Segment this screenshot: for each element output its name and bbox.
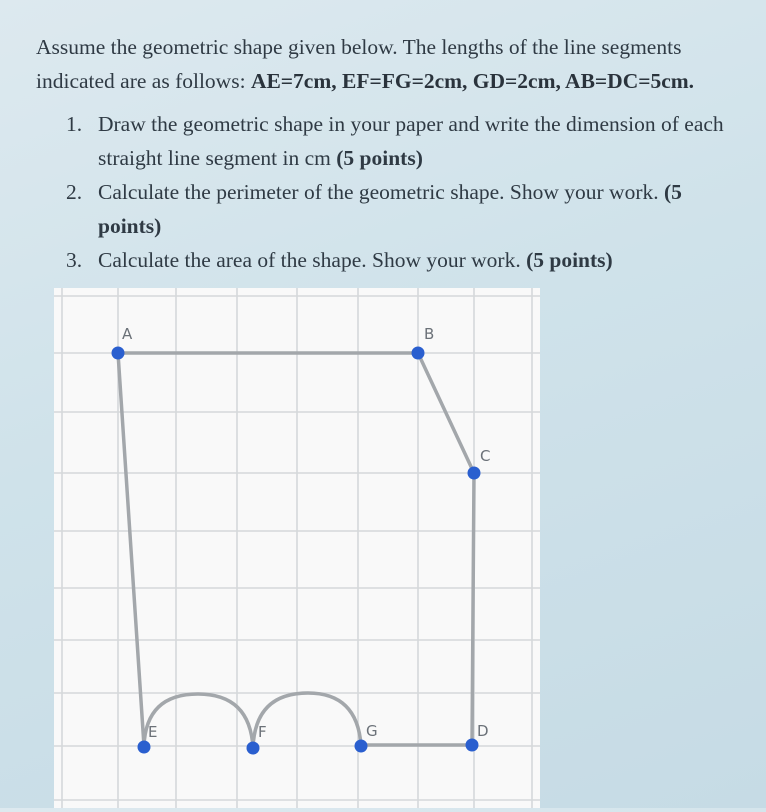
task-number: 1. bbox=[66, 112, 83, 136]
point-e-marker bbox=[138, 741, 151, 754]
task-item bbox=[66, 107, 746, 175]
task-item bbox=[66, 243, 746, 277]
intro-lengths: AE=7cm, EF=FG=2cm, GD=2cm, AB=DC=5cm. bbox=[250, 69, 695, 93]
task-points: (5 points) bbox=[98, 180, 682, 238]
figure-svg bbox=[54, 288, 540, 808]
geometry-figure bbox=[54, 288, 540, 808]
label-f: F bbox=[258, 723, 267, 741]
point-c-marker bbox=[468, 467, 481, 480]
task-item bbox=[66, 175, 746, 243]
task-list bbox=[66, 107, 746, 277]
task-text: Calculate the area of the shape. Show your work. bbox=[98, 248, 527, 272]
task-text: Draw the geometric shape in your paper and write the dimension of each straight line segment in cm bbox=[98, 112, 724, 170]
point-b-marker bbox=[412, 347, 425, 360]
label-d: D bbox=[477, 722, 489, 740]
task-number: 2. bbox=[66, 180, 83, 204]
segment-cd bbox=[472, 473, 474, 745]
label-b: B bbox=[424, 325, 435, 343]
label-e: E bbox=[148, 723, 158, 741]
label-a: A bbox=[122, 325, 133, 343]
intro-sentence: Assume the geometric shape given below. The lengths of the line segments indicated are as follows: bbox=[36, 35, 682, 93]
task-text: Calculate the perimeter of the geometric shape. Show your work. bbox=[98, 180, 664, 204]
point-f-marker bbox=[247, 742, 260, 755]
point-g-marker bbox=[355, 740, 368, 753]
label-c: C bbox=[480, 447, 491, 465]
label-g: G bbox=[366, 722, 378, 740]
task-points: (5 points) bbox=[336, 146, 423, 170]
task-points: (5 points) bbox=[526, 248, 613, 272]
point-d-marker bbox=[466, 739, 479, 752]
task-number: 3. bbox=[66, 248, 83, 272]
point-a-marker bbox=[112, 347, 125, 360]
problem-intro bbox=[36, 30, 751, 98]
